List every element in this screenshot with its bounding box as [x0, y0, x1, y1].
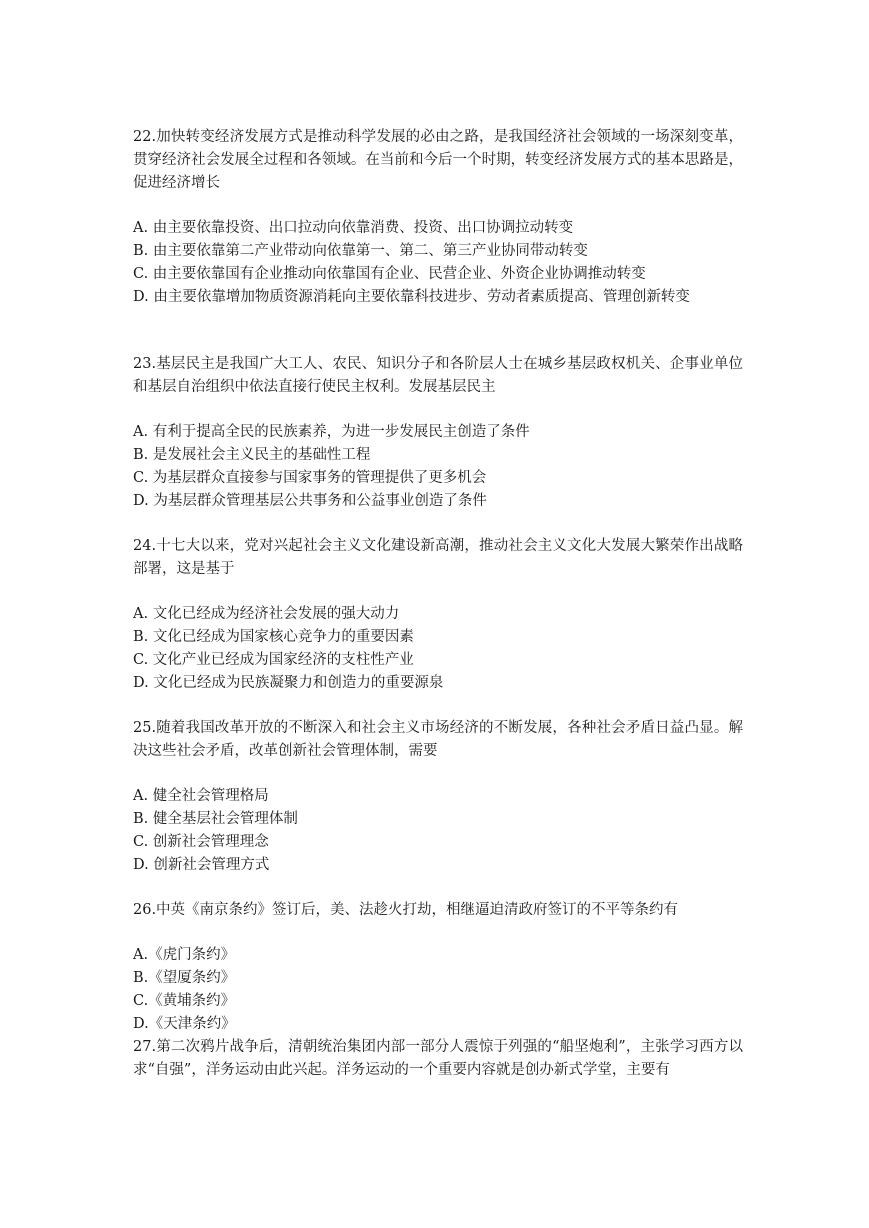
- question-stem: 24.十七大以来，党对兴起社会主义文化建设新高潮，推动社会主义文化大发展大繁荣作出战略部署，这是基于: [133, 538, 743, 577]
- option-a: A.《虎门条约》: [133, 947, 236, 963]
- option-c: C. 文化产业已经成为国家经济的支柱性产业: [133, 652, 414, 668]
- option-list: [133, 421, 743, 513]
- question-25: [133, 717, 743, 877]
- question-24: [133, 535, 743, 695]
- option-a: A. 文化已经成为经济社会发展的强大动力: [133, 606, 400, 622]
- option-list: [133, 603, 743, 695]
- option-c: C. 创新社会管理理念: [133, 834, 269, 850]
- option-b: B. 是发展社会主义民主的基础性工程: [133, 447, 371, 463]
- question-stem: 23.基层民主是我国广大工人、农民、知识分子和各阶层人士在城乡基层政权机关、企事业单位和基层自治组织中依法直接行使民主权利。发展基层民主: [133, 356, 743, 395]
- option-a: A. 健全社会管理格局: [133, 788, 269, 804]
- question-27: [133, 1036, 743, 1082]
- option-c: C. 由主要依靠国有企业推动向依靠国有企业、民营企业、外资企业协调推动转变: [133, 266, 646, 282]
- option-d: D. 由主要依靠增加物质资源消耗向主要依靠科技进步、劳动者素质提高、管理创新转变: [133, 289, 690, 305]
- question-stem: 27.第二次鸦片战争后，清朝统治集团内部一部分人震惊于列强的“船坚炮利”，主张学习西方以求“自强”，洋务运动由此兴起。洋务运动的一个重要内容就是创办新式学堂，主要有: [133, 1039, 743, 1078]
- option-d: D.《天津条约》: [133, 1016, 236, 1032]
- exam-page: [133, 126, 743, 1082]
- question-stem: 26.中英《南京条约》签订后，美、法趁火打劫，相继逼迫清政府签订的不平等条约有: [133, 902, 679, 918]
- option-a: A. 由主要依靠投资、出口拉动向依靠消费、投资、出口协调拉动转变: [133, 220, 574, 236]
- option-list: [133, 944, 743, 1036]
- option-b: B. 健全基层社会管理体制: [133, 811, 298, 827]
- question-23: [133, 353, 743, 513]
- option-d: D. 创新社会管理方式: [133, 857, 270, 873]
- option-list: [133, 785, 743, 877]
- option-c: C.《黄埔条约》: [133, 993, 236, 1009]
- question-22: [133, 126, 743, 309]
- option-b: B.《望厦条约》: [133, 970, 236, 986]
- question-26: [133, 899, 743, 1036]
- option-d: D. 为基层群众管理基层公共事务和公益事业创造了条件: [133, 493, 487, 509]
- option-d: D. 文化已经成为民族凝聚力和创造力的重要源泉: [133, 675, 444, 691]
- question-stem: 22.加快转变经济发展方式是推动科学发展的必由之路，是我国经济社会领域的一场深刻变革，贯穿经济社会发展全过程和各领域。在当前和今后一个时期，转变经济发展方式的基本思路是，促进经济增长: [133, 129, 743, 191]
- option-a: A. 有利于提高全民的民族素养，为进一步发展民主创造了条件: [133, 424, 530, 440]
- question-stem: 25.随着我国改革开放的不断深入和社会主义市场经济的不断发展，各种社会矛盾日益凸显。解决这些社会矛盾，改革创新社会管理体制，需要: [133, 720, 743, 759]
- option-c: C. 为基层群众直接参与国家事务的管理提供了更多机会: [133, 470, 487, 486]
- option-list: [133, 217, 743, 309]
- option-b: B. 由主要依靠第二产业带动向依靠第一、第二、第三产业协同带动转变: [133, 243, 588, 259]
- option-b: B. 文化已经成为国家核心竞争力的重要因素: [133, 629, 414, 645]
